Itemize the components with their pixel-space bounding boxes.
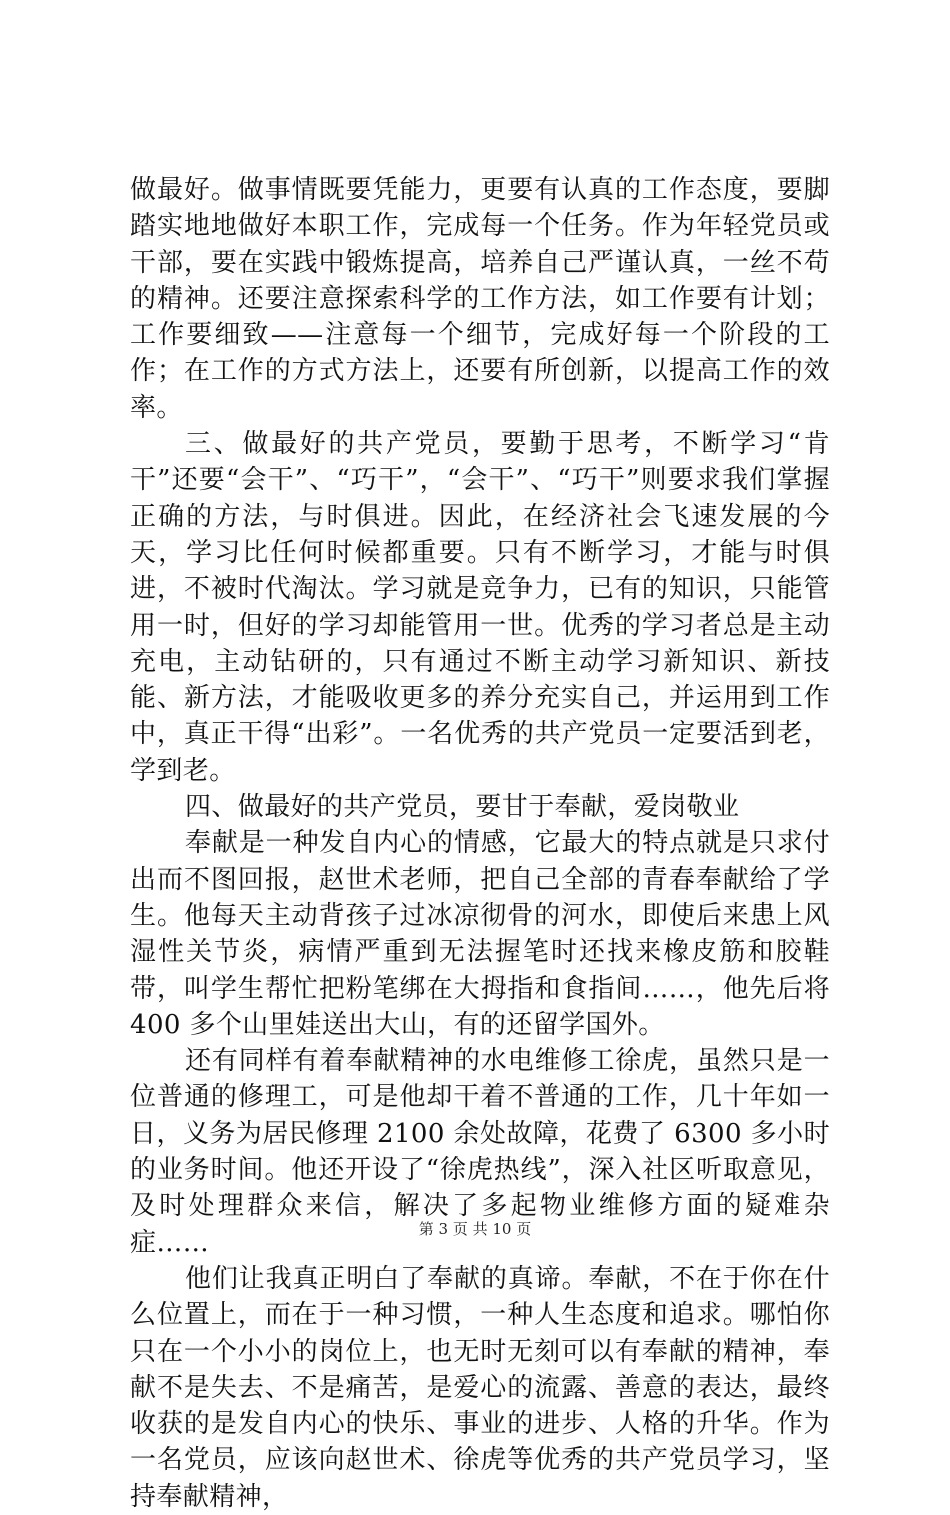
paragraph-2: 三、做最好的共产党员，要勤于思考，不断学习“肯干”还要“会干”、“巧干”，“会干”、“巧干”则要求我们掌握正确的方法，与时俱进。因此，在经济社会飞速发展的今天，学习比任何时候都重要。只有不断学习，才能与时俱进，不被时代淘汰。学习就是竞争力，已有的知识，只能管用一时，但好的学习却能管用一世。优秀的学习者总是主动充电，主动钻研的，只有通过不断主动学习新知识、新技能、新方法，才能吸收更多的养分充实自己，并运用到工作中，真正干得“出彩”。一名优秀的共产党员一定要活到老，学到老。 xyxy=(130,429,830,786)
document-body xyxy=(130,172,830,1515)
paragraph-5: 还有同样有着奉献精神的水电维修工徐虎，虽然只是一位普通的修理工，可是他却干着不普通的工作，几十年如一日，义务为居民修理 2100 余处故障，花费了 6300 多小时的业务时间。他还开设了“徐虎热线”，深入社区听取意见，及时处理群众来信，解决了多起物业维修方面的疑难杂症…… xyxy=(130,1046,830,1258)
page-footer: 第 3 页 共 10 页 xyxy=(418,1220,532,1238)
paragraph-6: 他们让我真正明白了奉献的真谛。奉献，不在于你在什么位置上，而在于一种习惯，一种人生态度和追求。哪怕你只在一个小小的岗位上，也无时无刻可以有奉献的精神，奉献不是失去、不是痛苦，是爱心的流露、善意的表达，最终收获的是发自内心的快乐、事业的进步、人格的升华。作为一名党员，应该向赵世术、徐虎等优秀的共产党员学习，坚持奉献精神， xyxy=(130,1263,830,1512)
paragraph-3-heading: 四、做最好的共产党员，要甘于奉献，爱岗敬业 xyxy=(185,792,740,823)
paragraph-1: 做最好。做事情既要凭能力，更要有认真的工作态度，要脚踏实地地做好本职工作，完成每一个任务。作为年轻党员或干部，要在实践中锻炼提高，培养自己严谨认真，一丝不苟的精神。还要注意探索科学的工作方法，如工作要有计划；工作要细致——注意每一个细节，完成好每一个阶段的工作；在工作的方式方法上，还要有所创新，以提高工作的效率。 xyxy=(130,175,830,423)
paragraph-4: 奉献是一种发自内心的情感，它最大的特点就是只求付出而不图回报，赵世术老师，把自己全部的青春奉献给了学生。他每天主动背孩子过冰凉彻骨的河水，即使后来患上风湿性关节炎，病情严重到无法握笔时还找来橡皮筋和胶鞋带，叫学生帮忙把粉笔绑在大拇指和食指间……，他先后将 400 多个山里娃送出大山，有的还留学国外。 xyxy=(130,828,830,1040)
